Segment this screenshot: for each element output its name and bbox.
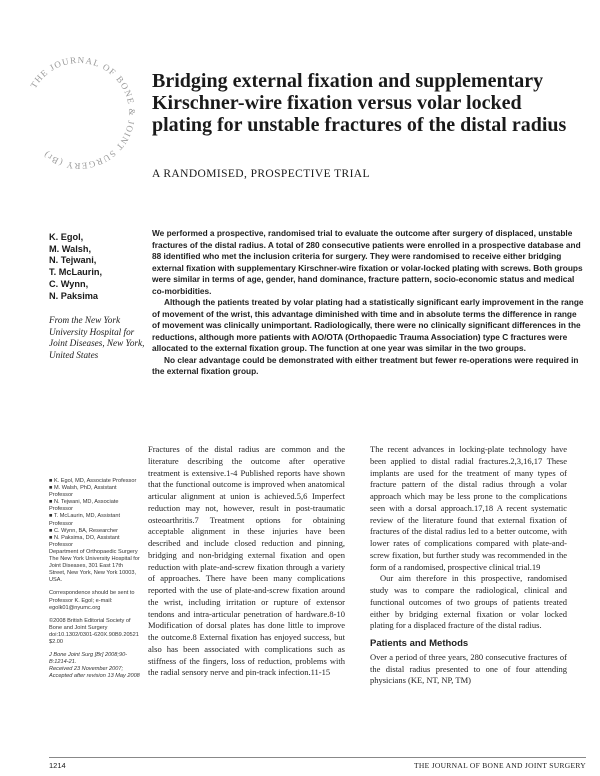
abstract <box>152 228 586 378</box>
article-subtitle: A RANDOMISED, PROSPECTIVE TRIAL <box>152 168 370 180</box>
contributor: ■ T. McLaurin, MD, Assistant Professor <box>49 513 121 527</box>
citation: J Bone Joint Surg [Br] 2008;90-B:1214-21. Received 23 November 2007; Accepted after revision 13 May 2008 <box>49 652 140 680</box>
author: K. Egol, <box>49 232 84 242</box>
article-title: Bridging external fixation and supplementary Kirschner-wire fixation versus volar locked plating for unstable fractures of the distal radius <box>152 70 567 136</box>
body-column-1 <box>148 444 345 679</box>
page-number: 1214 <box>49 761 66 770</box>
correspondence: Correspondence should be sent to Professor K. Egol; e-mail: egolk01@nyumc.org <box>49 590 135 611</box>
abstract-paragraph: We performed a prospective, randomised trial to evaluate the outcome after surgery of displaced, unstable fractures of the distal radius. A total of 280 consecutive patients were enrolled in a prospective database and 88 identified who met the inclusion criteria for surgery. They were randomised to receive either bridging external fixation with supplementary Kirschner-wire fixation or volar-locked plating with screws. Both groups were similar in terms of age, gender, hand dominance, fracture pattern, socio-economic status and medical co-morbidities. <box>152 228 583 296</box>
author: N. Paksima <box>49 290 99 301</box>
author: M. Walsh, <box>49 243 92 254</box>
body-paragraph: Over a period of three years, 280 consecutive fractures of the distal radius presented to one of four attending physicians (KE, NT, NP, TM) <box>370 651 567 686</box>
contributor: ■ N. Tejwani, MD, Associate Professor <box>49 499 119 513</box>
footer-divider <box>49 757 586 758</box>
department: Department of Orthopaedic Surgery <box>49 548 138 555</box>
author: N. Tejwani, <box>49 255 97 266</box>
author: C. Wynn, <box>49 278 89 289</box>
address: The New York University Hospital for Joint Diseases, 301 East 17th Street, New York, New York 10003, USA. <box>49 556 140 584</box>
seal-ring-text: THE JOURNAL OF BONE & JOINT SURGERY (Br) <box>28 54 138 172</box>
body-paragraph: Our aim therefore in this prospective, randomised study was to compare the radiological, clinical and functional outcomes of two groups of patients treated either by bridging external fixation or volar locked plating for a displaced fracture of the distal radius. <box>370 573 567 631</box>
contributor-list <box>49 478 141 584</box>
author-notes <box>49 478 141 686</box>
author: T. McLaurin, <box>49 267 103 278</box>
journal-seal-icon <box>18 52 140 174</box>
running-title: THE JOURNAL OF BONE AND JOINT SURGERY <box>414 761 586 770</box>
body-column-2 <box>370 444 567 687</box>
author-list <box>49 232 149 302</box>
body-paragraph: Fractures of the distal radius are common and the literature describing the outcome after operative treatment is extensive.1-4 Published reports have shown that the functional outcome is improved when anatomical articular alignment at union is achieved.5,6 Imperfect reduction may not, however, result in post-traumatic osteoarthritis.7 Treatment options for obtaining acceptable alignment in these injuries have been described and include closed reduction and pinning, bridging and non-bridging external fixation and open reduction with plate-and-screw fixation through a variety of approaches. There have been many complications reported with the use of plate-and-screw fixation around the wrist, including irritation or rupture of extensor tendons and intra-articular penetration of hardware.8-10 Modification of dorsal plates has done little to improve the outcome.8 External fixation has enjoyed success, but also has been associated with complications such as stiffness of the fingers, loss of reduction, problems with the radial sensory nerve and pin-track infection.11-15 <box>148 444 345 678</box>
journal-seal <box>18 52 140 174</box>
body-paragraph: The recent advances in locking-plate technology have been applied to distal radial fractures.2,3,16,17 These implants are used for the treatment of many types of fracture pattern of the distal radius through a volar approach which may be less prone to the complications seen with a dorsal approach.17,18 A recent systematic review of the literature found that external fixation of fractures of the distal radius led to a better outcome, with lower rates of complications compared with plate-and-screw fixation, but further study was recommended in the form of a randomised, prospective clinical trial.19 <box>370 444 567 572</box>
affiliation: From the New York University Hospital for Joint Diseases, New York, United States <box>49 315 145 360</box>
contributor: ■ M. Walsh, PhD, Assistant Professor <box>49 485 117 499</box>
contributor: ■ C. Wynn, BA, Researcher <box>49 527 118 534</box>
abstract-paragraph: No clear advantage could be demonstrated with either treatment but fewer re-operations were required in the external fixation group. <box>152 354 579 376</box>
contributor: ■ K. Egol, MD, Associate Professor <box>49 478 137 484</box>
contributor: ■ N. Paksima, DO, Assistant Professor <box>49 534 120 548</box>
section-heading: Patients and Methods <box>370 638 469 649</box>
abstract-paragraph: Although the patients treated by volar plating had a statistically significant early improvement in the range of movement of the wrist, this advantage diminished with time and in absolute terms the difference in range of movement was clinically unimportant. Radiologically, there were no clinically significant differences in the reductions, although more patients with AO/OTA (Orthopaedic Trauma Association) type C fractures were allocated to the external fixation group. The function at one year was similar in the two groups. <box>152 297 584 353</box>
copyright: ©2008 British Editorial Society of Bone and Joint Surgery doi:10.1302/0301-620X.90B9.20521 $2.00 <box>49 617 139 645</box>
